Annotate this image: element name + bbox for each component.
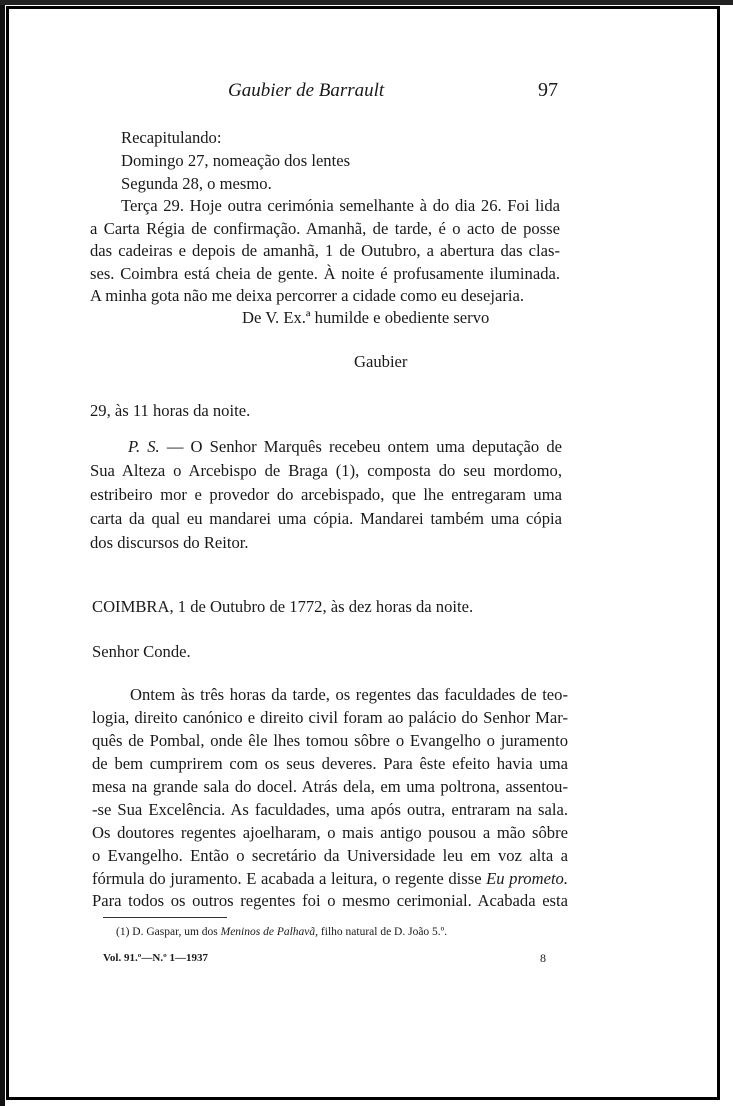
text-line: estribeiro mor e provedor do arcebispado, que lhe entregaram uma bbox=[90, 485, 562, 504]
text-line: quês de Pombal, onde êle lhes tomou sôbre o Evangelho o juramento bbox=[92, 731, 568, 750]
signature: Gaubier bbox=[354, 352, 408, 371]
text-line: ses. Coimbra está cheia de gente. À noite é profusamente iluminada. bbox=[90, 264, 560, 283]
salutation: Senhor Conde. bbox=[92, 642, 191, 661]
footnote-suffix: filho natural de D. João 5.º. bbox=[318, 926, 448, 938]
text-line: Os doutores regentes ajoelharam, o mais antigo pousou a mão sôbre bbox=[92, 823, 568, 842]
text-line: Ontem às três horas da tarde, os regentes das faculdades de teo- bbox=[130, 685, 568, 704]
dateline: 29, às 11 horas da noite. bbox=[90, 401, 251, 420]
text-line: Sua Alteza o Arcebispo de Braga (1), composta do seu mordomo, bbox=[90, 461, 562, 480]
text-line: o Evangelho. Então o secretário da Universidade leu em voz alta a bbox=[92, 846, 568, 865]
text-line: a Carta Régia de confirmação. Amanhã, de tarde, é o acto de posse bbox=[90, 219, 560, 238]
text-line: Para todos os outros regentes foi o mesmo cerimonial. Acabada esta bbox=[92, 891, 568, 910]
text-line: de bem cumprirem com os seus deveres. Para êste efeito havia uma bbox=[92, 754, 568, 773]
postscript-text: — O Senhor Marquês recebeu ontem uma deputação de bbox=[159, 437, 562, 456]
text-line: mesa na grande sala do docel. Atrás dela, em uma poltrona, assentou- bbox=[92, 777, 568, 796]
running-header-title: Gaubier de Barrault bbox=[228, 80, 385, 101]
text-line: Domingo 27, nomeação dos lentes bbox=[121, 151, 351, 170]
volume-mark: Vol. 91.º—N.º 1—1937 bbox=[103, 952, 208, 964]
letter-heading: COIMBRA, 1 de Outubro de 1772, às dez horas da noite. bbox=[92, 597, 474, 616]
text-line: Terça 29. Hoje outra cerimónia semelhante à do dia 26. Foi lida bbox=[121, 196, 560, 215]
sheet-number: 8 bbox=[540, 951, 546, 965]
footnote-prefix: (1) D. Gaspar, um dos bbox=[116, 926, 221, 938]
text-line: Segunda 28, o mesmo. bbox=[121, 174, 272, 193]
footnote-rule bbox=[103, 917, 227, 918]
text-segment: fórmula do juramento. E acabada a leitura, o regente disse bbox=[92, 869, 487, 888]
oath-phrase: Eu prometo. bbox=[486, 869, 568, 888]
postscript-first-line bbox=[128, 437, 562, 457]
text-line: A minha gota não me deixa percorrer a cidade como eu desejaria. bbox=[90, 286, 525, 305]
footnote-title: Meninos de Palhavã, bbox=[220, 926, 319, 938]
footnote bbox=[116, 926, 447, 938]
closing-line: De V. Ex.ª humilde e obediente servo bbox=[242, 308, 490, 327]
postscript-label: P. S. bbox=[128, 437, 160, 456]
page-number: 97 bbox=[538, 79, 558, 101]
scan-edge-left bbox=[0, 0, 5, 1106]
text-line: -se Sua Excelência. As faculdades, uma após outra, entraram na sala. bbox=[92, 800, 568, 819]
scan-edge-top bbox=[0, 0, 733, 5]
text-line: Recapitulando: bbox=[121, 128, 222, 147]
text-line: logia, direito canónico e direito civil foram ao palácio do Senhor Mar- bbox=[92, 708, 568, 727]
text-line-with-oath bbox=[92, 869, 568, 889]
text-line: das cadeiras e depois de amanhã, 1 de Outubro, a abertura das clas- bbox=[90, 241, 560, 260]
text-line: dos discursos do Reitor. bbox=[90, 533, 249, 552]
text-line: carta da qual eu mandarei uma cópia. Mandarei também uma cópia bbox=[90, 509, 562, 528]
